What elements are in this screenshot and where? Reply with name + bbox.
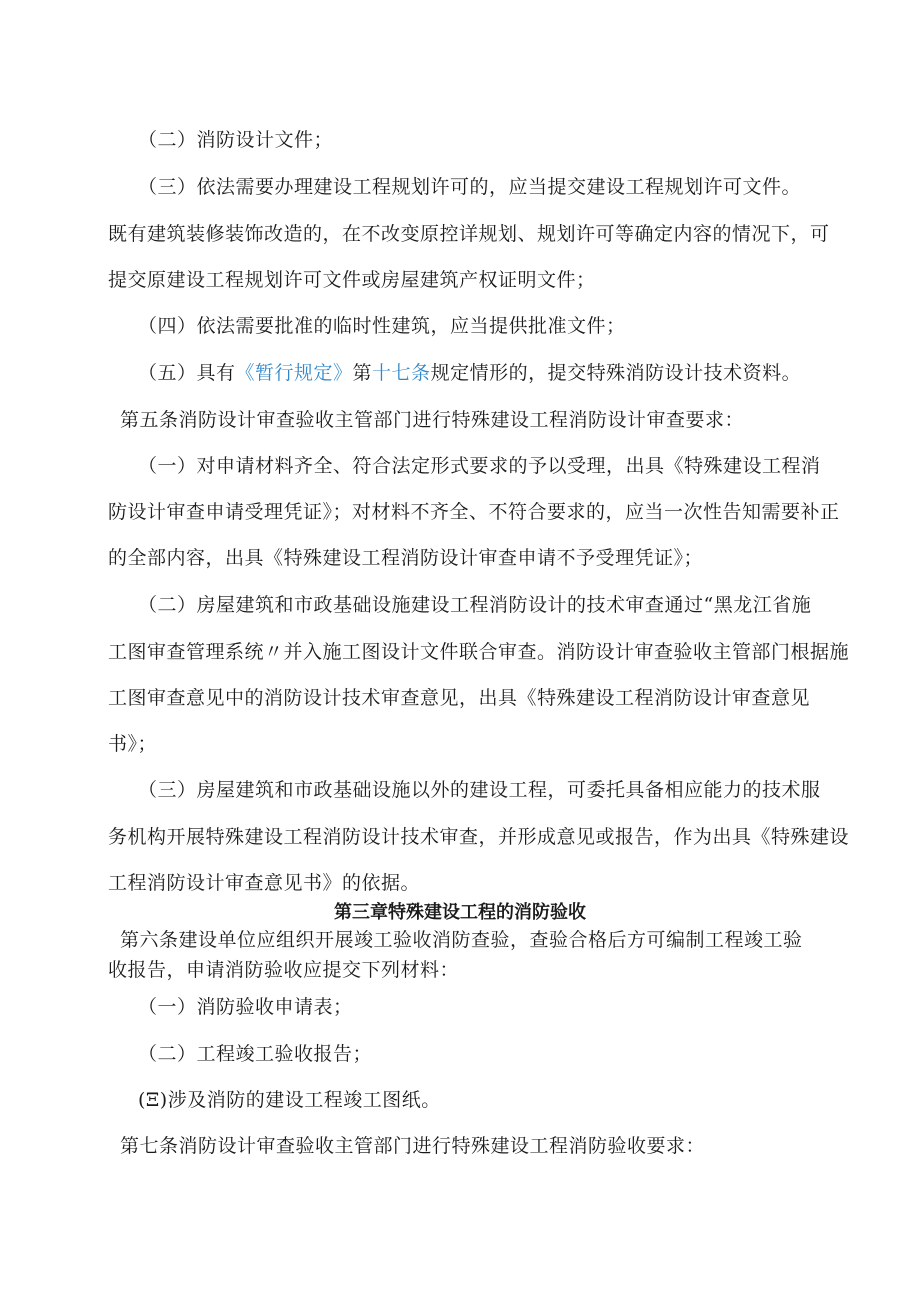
- item-2-design-files: （二）消防设计文件；: [138, 129, 334, 151]
- article-5-item-1-line-3: 的全部内容，出具《特殊建设工程消防设计审查申请不予受理凭证》；: [108, 547, 704, 569]
- article-6-line-2: 收报告，申请消防验收应提交下列材料：: [108, 959, 460, 981]
- article-5-item-1-line-1: （一）对申请材料齐全、符合法定形式要求的予以受理，出具《特殊建设工程消: [138, 455, 821, 477]
- chapter-3-heading: 第三章特殊建设工程的消防验收: [334, 902, 586, 923]
- item-5-middle: 第: [352, 362, 373, 384]
- article-6-item-2: （二）工程竣工验收报告；: [138, 1043, 373, 1065]
- article-5-item-2-line-1: （二）房屋建筑和市政基础设施建设工程消防设计的技术审查通过“黑龙江省施: [138, 594, 812, 616]
- item-3-line-1: （三）依法需要办理建设工程规划许可的，应当提交建设工程规划许可文件。: [138, 176, 802, 198]
- item-3-line-2: 既有建筑装修装饰改造的，在不改变原控详规划、规划许可等确定内容的情况下，可: [108, 223, 830, 245]
- article-5-item-1-line-2: 防设计审查申请受理凭证》；对材料不齐全、不符合要求的，应当一次性告知需要补正: [108, 501, 840, 523]
- article-5-item-3-line-2: 务机构开展特殊建设工程消防设计技术审查，并形成意见或报告，作为出具《特殊建设: [108, 826, 850, 848]
- article-5-item-3-line-1: （三）房屋建筑和市政基础设施以外的建设工程，可委托具备相应能力的技术服: [138, 779, 821, 801]
- item-5-special-design: [138, 361, 801, 385]
- interim-regulations-link[interactable]: 《暂行规定》: [235, 362, 353, 384]
- article-5-item-2-line-3: 工图审查意见中的消防设计技术审查意见，出具《特殊建设工程消防设计审查意见: [108, 687, 811, 709]
- item-4-temporary-buildings: （四）依法需要批准的临时性建筑，应当提供批准文件；: [138, 315, 626, 337]
- item-5-suffix: 规定情形的，提交特殊消防设计技术资料。: [430, 362, 802, 384]
- item-5-prefix: （五）具有: [138, 362, 236, 384]
- article-17-link[interactable]: 十七条: [372, 362, 431, 384]
- article-5-item-2-line-2: 工图审查管理系统〃并入施工图设计文件联合审查。消防设计审查验收主管部门根据施: [108, 641, 850, 663]
- article-7: 第七条消防设计审查验收主管部门进行特殊建设工程消防验收要求：: [120, 1135, 706, 1157]
- article-5: 第五条消防设计审查验收主管部门进行特殊建设工程消防设计审查要求：: [120, 409, 745, 431]
- article-6-item-1: （一）消防验收申请表；: [138, 996, 353, 1018]
- article-6-item-3: (Ξ)涉及消防的建设工程竣工图纸。: [138, 1089, 441, 1111]
- article-5-item-3-line-3: 工程消防设计审查意见书》的依据。: [108, 872, 421, 894]
- item-3-line-3: 提交原建设工程规划许可文件或房屋建筑产权证明文件；: [108, 269, 596, 291]
- article-5-item-2-line-4: 书》；: [108, 733, 158, 755]
- article-6-line-1: 第六条建设单位应组织开展竣工验收消防查验，查验合格后方可编制工程竣工验: [120, 929, 803, 951]
